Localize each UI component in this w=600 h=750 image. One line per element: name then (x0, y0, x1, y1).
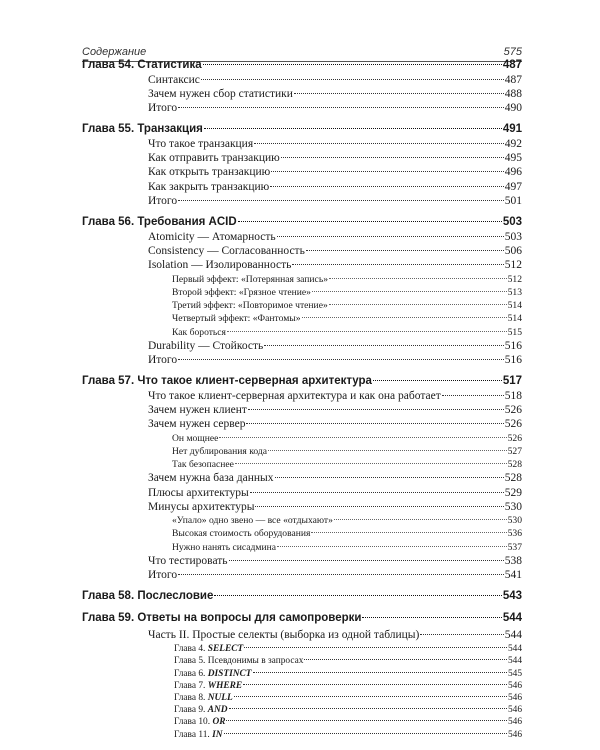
chapter-entry-page: 491 (502, 123, 522, 136)
subsection-entry (82, 313, 522, 326)
part-chapter-entry-title (174, 705, 228, 715)
section-entry (82, 245, 522, 259)
section-entry-page: 501 (504, 195, 522, 208)
chapter-entry-page: 487 (502, 59, 522, 71)
part-chapter-entry (82, 730, 522, 742)
part-chapter-entry-title (174, 669, 252, 679)
dot-leader (178, 200, 504, 201)
chapter-prefix: Глава 4. (174, 644, 208, 655)
part-chapter-entry-title (174, 693, 233, 703)
part-chapter-entry-title (174, 681, 242, 691)
section-entry (82, 138, 522, 152)
section-entry (82, 340, 522, 354)
chapter-entry-page: 544 (502, 611, 522, 624)
section-entry (82, 152, 522, 166)
subsection-entry (82, 327, 522, 340)
chapter-prefix: Глава 8. (174, 693, 208, 704)
subsection-entry-page: 514 (507, 300, 522, 312)
sql-keyword: WHERE (207, 680, 243, 691)
dot-leader (229, 708, 507, 709)
section-entry-page: 497 (504, 180, 522, 193)
section-entry-page: 495 (504, 152, 522, 165)
section-entry-page: 530 (504, 500, 522, 513)
section-entry (82, 555, 522, 569)
dot-leader (201, 79, 504, 80)
dot-leader (178, 574, 504, 575)
subsection-entry-title: Четвертый эффект: «Фантомы» (172, 313, 301, 325)
chapter-entry-title: Глава 58. Послесловие (82, 590, 214, 603)
dot-leader (281, 157, 504, 158)
section-entry (82, 88, 522, 102)
dot-leader (306, 250, 504, 251)
dot-leader (250, 492, 504, 493)
chapter-entry (82, 612, 522, 627)
section-entry (82, 418, 522, 432)
subsection-entry-page: 537 (507, 541, 522, 553)
section-entry-title: Durability — Стойкость (148, 339, 264, 352)
dot-leader (246, 423, 503, 424)
dot-leader (277, 546, 507, 547)
dot-leader (304, 659, 506, 660)
section-entry-page: 496 (504, 166, 522, 179)
section-entry (82, 501, 522, 515)
section-entry (82, 181, 522, 195)
dot-leader (203, 64, 502, 65)
section-entry-page: 541 (504, 569, 522, 581)
section-entry-page: 538 (504, 554, 522, 567)
subsection-entry (82, 542, 522, 555)
section-entry-page: 488 (504, 87, 522, 100)
subsection-entry (82, 274, 522, 287)
section-entry (82, 487, 522, 501)
dot-leader (234, 696, 507, 697)
dot-leader (362, 617, 501, 618)
dot-leader (178, 359, 504, 360)
subsection-entry-title: Нужно нанять сисадмина (172, 541, 276, 553)
dot-leader (292, 264, 503, 265)
part-chapter-entry-page: 544 (507, 656, 522, 667)
section-entry-page: 506 (504, 245, 522, 258)
chapter-prefix: Глава 11. (174, 729, 213, 740)
dot-leader (224, 733, 507, 734)
dot-leader (329, 278, 507, 279)
dot-leader (334, 519, 507, 520)
chapter-entry-page: 503 (502, 216, 522, 229)
subsection-entry-page: 512 (507, 273, 522, 285)
section-entry-title: Итого (148, 102, 178, 115)
dot-leader (244, 647, 507, 648)
subsection-entry (82, 459, 522, 472)
chapter-prefix: Глава 10. (174, 717, 213, 728)
table-of-contents (82, 59, 522, 742)
dot-leader (277, 236, 504, 237)
dot-leader (329, 304, 507, 305)
dot-leader (312, 291, 507, 292)
subsection-entry-title: Второй эффект: «Грязное чтение» (172, 286, 311, 298)
dot-leader (238, 221, 502, 222)
chapter-entry-title: Глава 57. Что такое клиент-серверная архитектура (82, 375, 372, 388)
subsection-entry-title: «Упало» одно звено — все «отдыхают» (172, 515, 333, 527)
section-entry (82, 166, 522, 180)
part-chapter-entry-page: 546 (507, 705, 522, 716)
dot-leader (373, 380, 502, 381)
section-entry (82, 472, 522, 486)
subsection-entry-page: 514 (507, 313, 522, 325)
part-entry-page: 544 (504, 629, 522, 642)
section-entry (82, 231, 522, 245)
header-page-number: 575 (503, 46, 522, 58)
section-entry (82, 74, 522, 88)
dot-leader (275, 477, 504, 478)
subsection-entry (82, 515, 522, 528)
subsection-entry-title: Нет дублирования кода (172, 445, 268, 457)
part-chapter-entry-page: 546 (507, 680, 522, 691)
chapter-entry-title: Глава 55. Транзакция (82, 123, 203, 136)
section-entry-title: Зачем нужна база данных (148, 472, 274, 485)
section-entry (82, 390, 522, 404)
subsection-entry-page: 527 (507, 445, 522, 457)
dot-leader (226, 720, 506, 721)
section-entry-title: Как закрыть транзакцию (148, 180, 270, 193)
dot-leader (248, 409, 504, 410)
dot-leader (302, 317, 507, 318)
chapter-prefix: Глава 6. (174, 668, 208, 679)
dot-leader (219, 437, 506, 438)
part-chapter-entry-page: 544 (507, 644, 522, 655)
part-chapter-entry (82, 705, 522, 717)
chapter-entry (82, 590, 522, 605)
part-chapter-entry (82, 681, 522, 693)
section-entry-title: Зачем нужен сервер (148, 418, 246, 431)
subsection-entry (82, 528, 522, 541)
subsection-entry-page: 526 (507, 432, 522, 444)
subsection-entry-title: Первый эффект: «Потерянная запись» (172, 273, 328, 285)
section-entry-title: Итого (148, 569, 178, 581)
section-entry-page: 503 (504, 230, 522, 243)
sql-keyword: SELECT (207, 644, 244, 655)
subsection-entry (82, 287, 522, 300)
section-entry-page: 512 (504, 259, 522, 272)
subsection-entry (82, 433, 522, 446)
part-entry-title: Часть II. Простые селекты (выборка из одной таблицы) (148, 629, 420, 642)
subsection-entry-title: Высокая стоимость оборудования (172, 528, 311, 540)
section-entry-title: Зачем нужен клиент (148, 404, 247, 417)
chapter-entry-title: Глава 56. Требования ACID (82, 216, 237, 229)
dot-leader (271, 171, 504, 172)
section-entry-title: Итого (148, 195, 178, 208)
part-entry (82, 629, 522, 644)
subsection-entry-page: 528 (507, 459, 522, 471)
part-chapter-entry (82, 644, 522, 656)
chapter-prefix: Глава 7. (174, 680, 208, 691)
sql-keyword: IN (212, 729, 223, 740)
section-entry-title: Что такое клиент-серверная архитектура и как она работает (148, 389, 441, 402)
sql-keyword: OR (212, 717, 226, 728)
dot-leader (420, 634, 503, 635)
dot-leader (442, 395, 504, 396)
section-entry-page: 516 (504, 339, 522, 352)
section-entry-page: 528 (504, 472, 522, 485)
part-chapter-entry-title (174, 656, 303, 666)
subsection-entry-page: 515 (507, 326, 522, 338)
section-entry (82, 195, 522, 209)
part-chapter-entry (82, 693, 522, 705)
dot-leader (270, 186, 504, 187)
dot-leader (268, 450, 507, 451)
subsection-entry-title: Так безопаснее (172, 459, 234, 471)
sql-keyword: DISTINCT (207, 668, 252, 679)
section-entry-page: 490 (504, 102, 522, 115)
section-entry-title: Итого (148, 354, 178, 366)
section-entry (82, 569, 522, 583)
header-title: Содержание (82, 46, 147, 58)
part-chapter-entry (82, 656, 522, 668)
section-entry-page: 526 (504, 418, 522, 431)
section-entry-title: Синтаксис (148, 73, 200, 86)
section-entry-page: 516 (504, 354, 522, 366)
subsection-entry-page: 513 (507, 286, 522, 298)
sql-keyword: NULL (207, 693, 233, 704)
part-chapter-entry-title (174, 717, 225, 727)
dot-leader (311, 532, 506, 533)
dot-leader (229, 560, 504, 561)
chapter-entry-page: 543 (502, 590, 522, 603)
chapter-entry (82, 375, 522, 390)
subsection-entry (82, 446, 522, 459)
dot-leader (235, 463, 507, 464)
sql-keyword: AND (207, 705, 228, 716)
dot-leader (294, 93, 504, 94)
chapter-entry-title: Глава 59. Ответы на вопросы для самопроверки (82, 611, 362, 624)
section-entry (82, 102, 522, 116)
chapter-entry (82, 216, 522, 231)
section-entry-page: 526 (504, 404, 522, 417)
section-entry (82, 259, 522, 273)
section-entry-title: Плюсы архитектуры (148, 486, 249, 499)
section-entry-page: 492 (504, 137, 522, 150)
chapter-prefix: Глава 9. (174, 705, 208, 716)
subsection-entry (82, 300, 522, 313)
section-entry-title: Isolation — Изолированность (148, 259, 292, 272)
section-entry-title: Минусы архитектуры (148, 500, 255, 513)
subsection-entry-title: Третий эффект: «Повторимое чтение» (172, 300, 328, 312)
section-entry-title: Atomicity — Атомарность (148, 230, 276, 243)
chapter-entry (82, 123, 522, 138)
chapter-entry-page: 517 (502, 375, 522, 388)
part-chapter-entry-title (174, 644, 243, 654)
chapter-entry (82, 59, 522, 74)
dot-leader (253, 672, 507, 673)
subsection-entry-title: Он мощнее (172, 432, 219, 444)
chapter-prefix: Глава 5. Псевдонимы в запросах (174, 656, 304, 667)
dot-leader (264, 345, 504, 346)
section-entry (82, 354, 522, 368)
section-entry-title: Что такое транзакция (148, 137, 254, 150)
subsection-entry-page: 530 (507, 515, 522, 527)
part-chapter-entry-title (174, 730, 223, 740)
dot-leader (243, 684, 507, 685)
dot-leader (204, 128, 502, 129)
part-chapter-entry (82, 717, 522, 729)
section-entry-page: 529 (504, 486, 522, 499)
dot-leader (254, 143, 504, 144)
chapter-entry-title: Глава 54. Статистика (82, 59, 202, 71)
part-chapter-entry-page: 546 (507, 729, 522, 740)
section-entry-title: Как отправить транзакцию (148, 152, 280, 165)
part-chapter-entry-page: 546 (507, 693, 522, 704)
section-entry-title: Что тестировать (148, 554, 228, 567)
section-entry-title: Как открыть транзакцию (148, 166, 271, 179)
section-entry (82, 404, 522, 418)
dot-leader (214, 595, 501, 596)
part-chapter-entry-page: 545 (507, 668, 522, 679)
dot-leader (255, 506, 503, 507)
section-entry-page: 518 (504, 389, 522, 402)
subsection-entry-title: Как бороться (172, 326, 226, 338)
section-entry-title: Consistency — Согласованность (148, 245, 305, 258)
section-entry-page: 487 (504, 73, 522, 86)
dot-leader (227, 331, 507, 332)
section-entry-title: Зачем нужен сбор статистики (148, 87, 293, 100)
subsection-entry-page: 536 (507, 528, 522, 540)
part-chapter-entry-page: 546 (507, 717, 522, 728)
dot-leader (178, 107, 504, 108)
part-chapter-entry (82, 669, 522, 681)
